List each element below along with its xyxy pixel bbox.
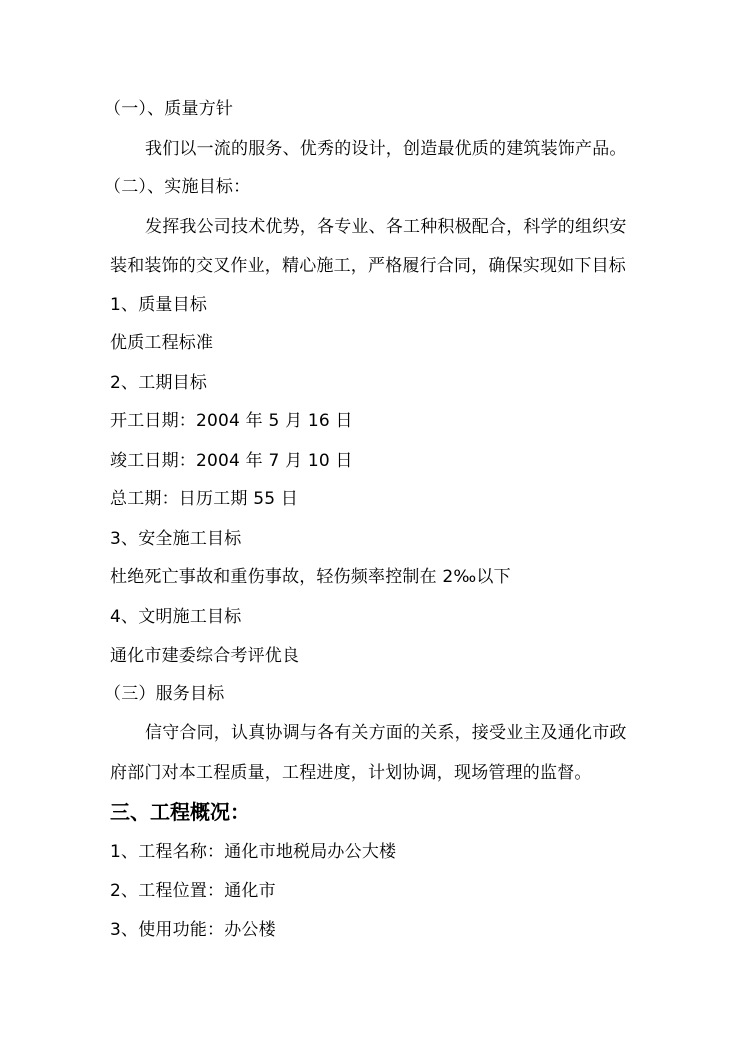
quality-policy-body: 我们以一流的服务、优秀的设计，创造最优质的建筑装饰产品。 <box>145 139 627 159</box>
implementation-goals-body-line1: 发挥我公司技术优势，各专业、各工种积极配合，科学的组织安 <box>145 217 627 237</box>
completion-date: 竣工日期：2004 年 7 月 10 日 <box>110 451 353 471</box>
service-goal-body-line2: 府部门对本工程质量，工程进度，计划协调，现场管理的监督。 <box>110 763 592 783</box>
quality-goal-heading: 1、质量目标 <box>110 295 208 315</box>
implementation-goals-heading: （二）、实施目标： <box>104 177 251 197</box>
total-duration: 总工期：日历工期 55 日 <box>110 489 299 509</box>
service-goal-heading: （三）服务目标 <box>104 684 225 704</box>
implementation-goals-body-line2: 装和装饰的交叉作业，精心施工，严格履行合同，确保实现如下目标 <box>110 256 626 276</box>
quality-goal-body: 优质工程标准 <box>110 333 214 353</box>
safety-goal-heading: 3、安全施工目标 <box>110 529 242 549</box>
safety-goal-body: 杜绝死亡事故和重伤事故，轻伤频率控制在 2‰以下 <box>110 567 511 587</box>
quality-policy-heading: （一）、质量方针 <box>104 99 234 119</box>
project-location: 2、工程位置：通化市 <box>110 881 276 901</box>
project-function: 3、使用功能：办公楼 <box>110 920 276 940</box>
civilized-goal-heading: 4、文明施工目标 <box>110 607 242 627</box>
service-goal-body-line1: 信守合同，认真协调与各有关方面的关系，接受业主及通化市政 <box>145 723 627 743</box>
schedule-goal-heading: 2、工期目标 <box>110 373 208 393</box>
project-overview-heading: 三、工程概况： <box>110 800 250 824</box>
start-date: 开工日期：2004 年 5 月 16 日 <box>110 411 353 431</box>
civilized-goal-body: 通化市建委综合考评优良 <box>110 646 300 666</box>
project-name: 1、工程名称：通化市地税局办公大楼 <box>110 842 397 862</box>
